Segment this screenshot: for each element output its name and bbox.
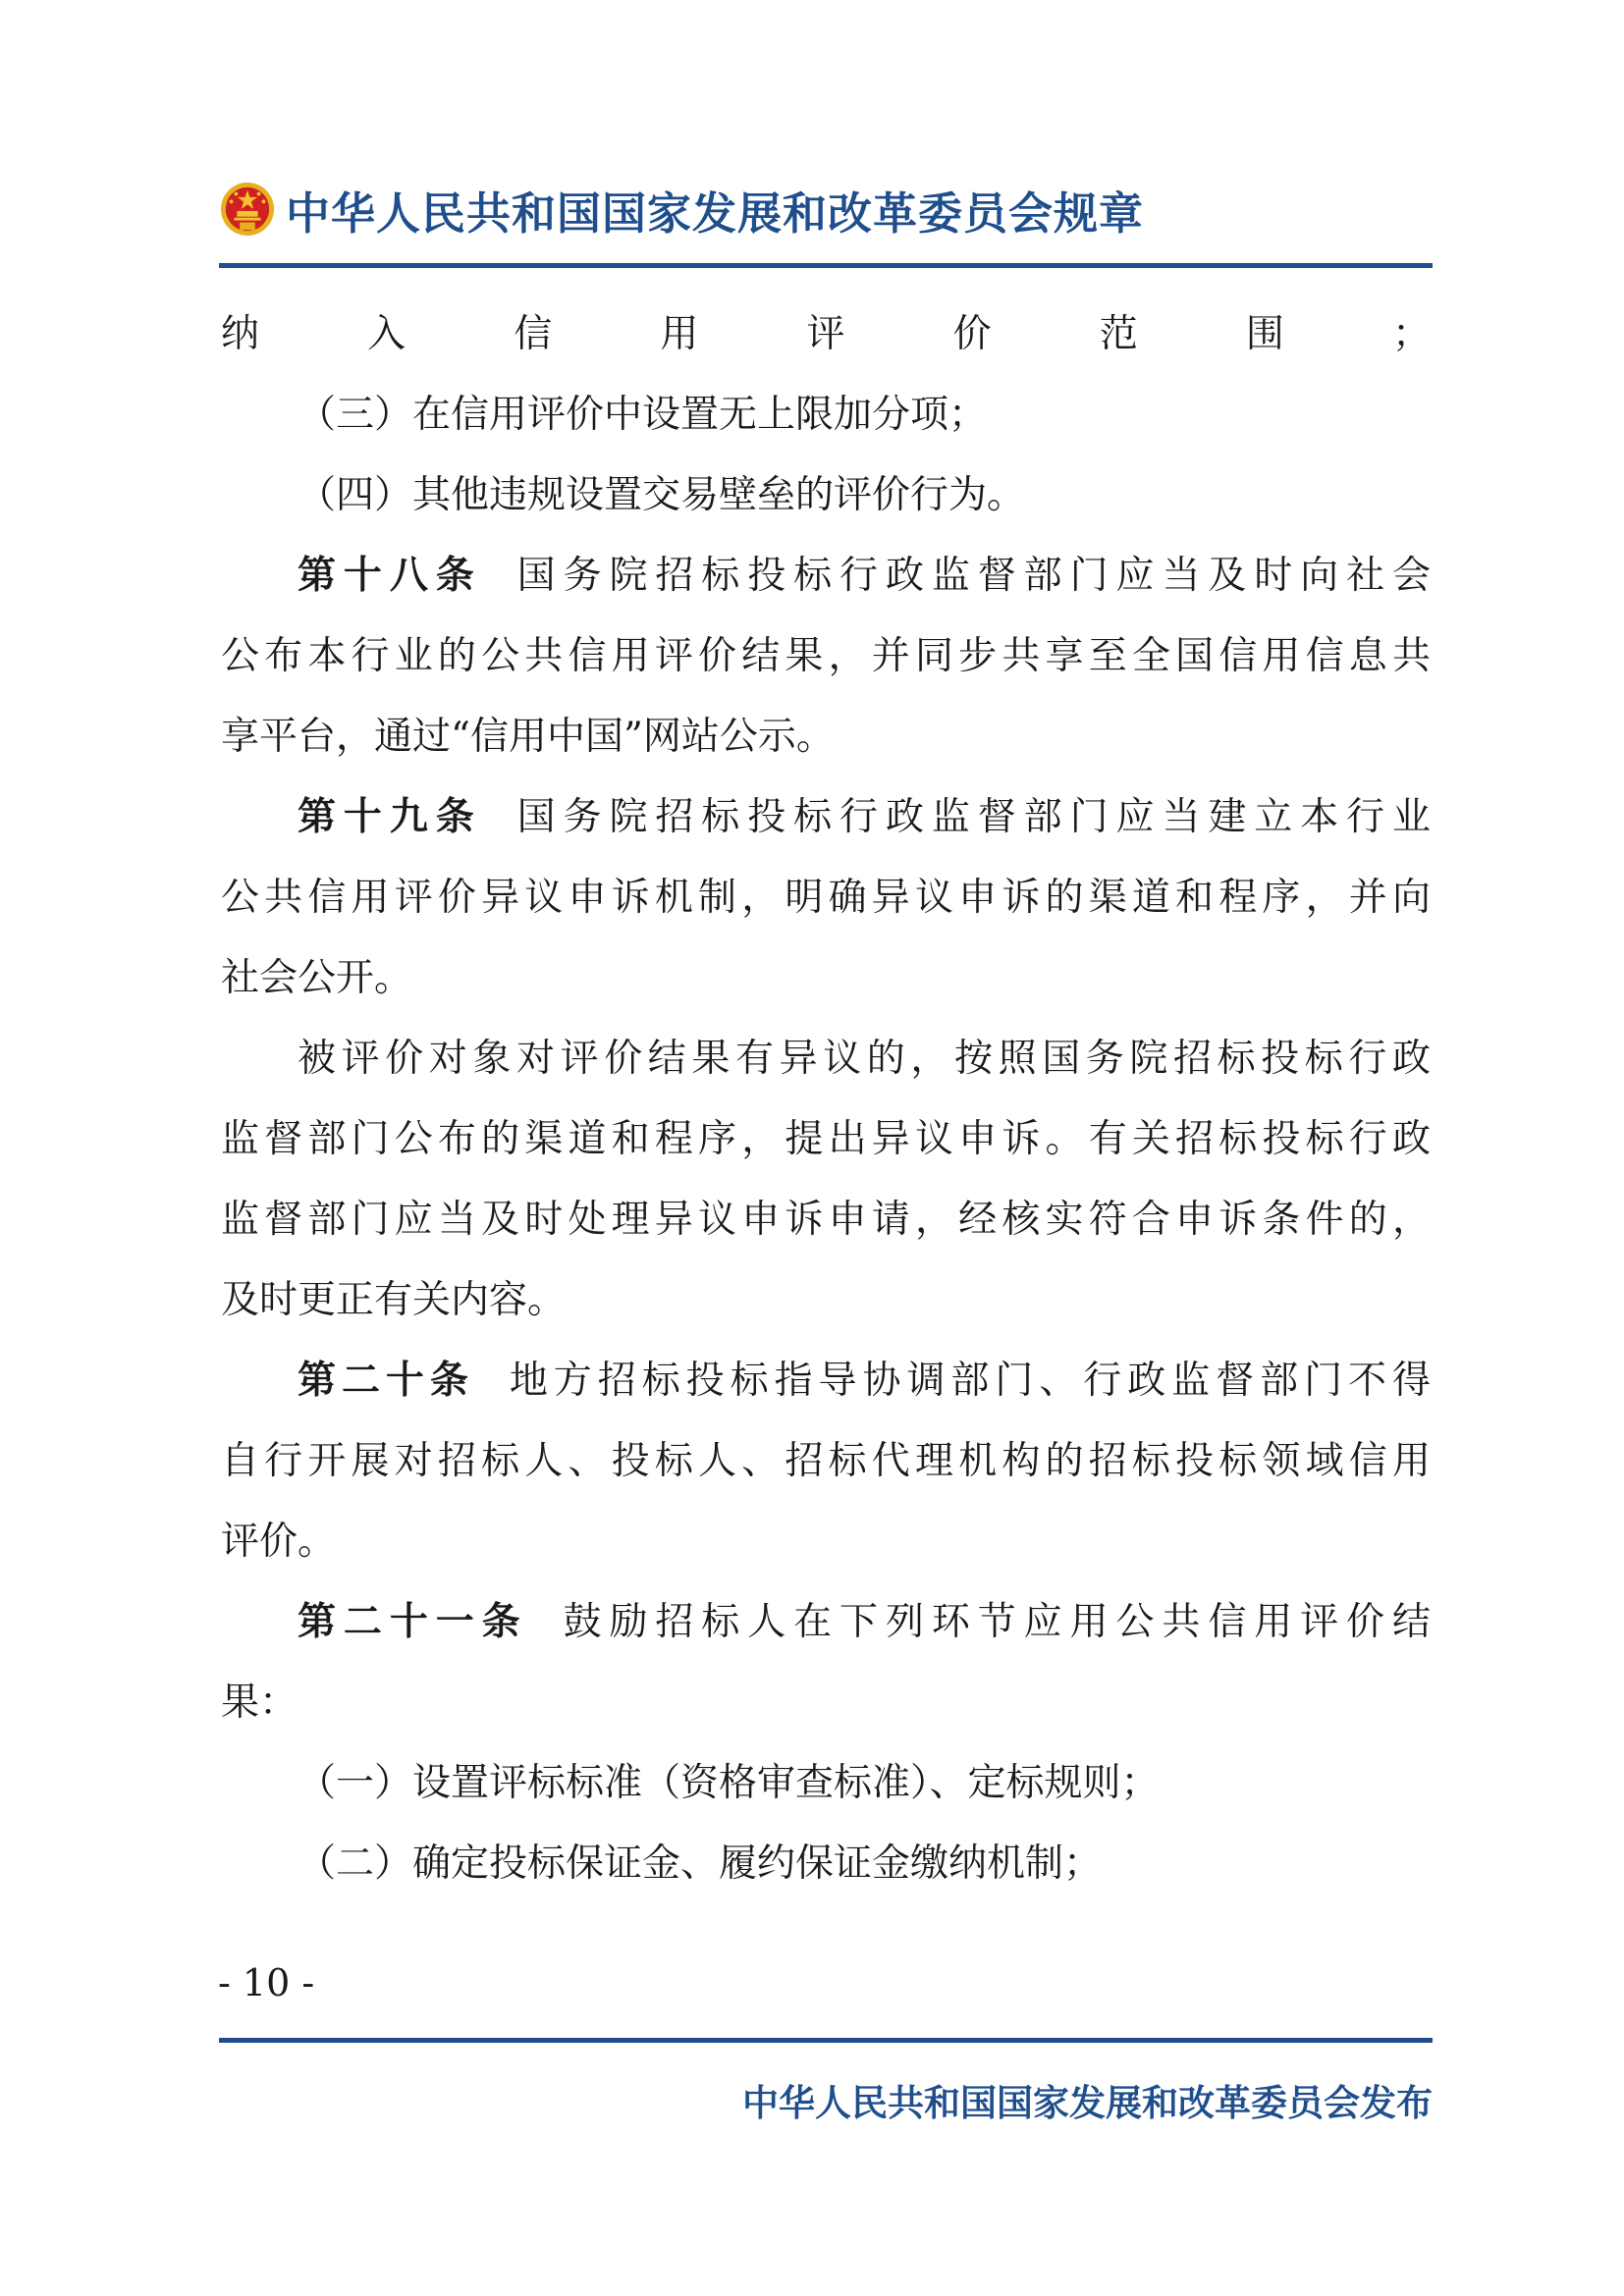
paragraph-line: 评价。 (221, 1520, 337, 1564)
paragraph-line: 监督部门应当及时处理异议申诉申请，经核实符合申诉条件的， (221, 1198, 1431, 1242)
article-number: 第十九条 (298, 795, 482, 839)
paragraph-line: 被评价对象对评价结果有异议的，按照国务院招标投标行政 (298, 1037, 1431, 1081)
page-title: 中华人民共和国国家发展和改革委员会规章 (286, 187, 1145, 240)
footer-divider (219, 2038, 1433, 2043)
document-body (221, 294, 1431, 1904)
article-number: 第二十条 (298, 1359, 474, 1403)
paragraph-line: （一）设置评标标准（资格审查标准）、定标规则； (298, 1761, 1160, 1805)
paragraph-line: 享平台，通过“信用中国”网站公示。 (221, 715, 835, 759)
article-number: 第二十一条 (298, 1600, 528, 1644)
paragraph-line: （二）确定投标保证金、履约保证金缴纳机制； (298, 1842, 1103, 1886)
paragraph-line: 社会公开。 (221, 956, 413, 1000)
header-divider (219, 263, 1433, 268)
paragraph-line: 纳入信用评价范围； (221, 312, 1431, 356)
paragraph-line: 果： (221, 1681, 298, 1725)
national-emblem-icon (219, 181, 276, 238)
paragraph-line: 及时更正有关内容。 (221, 1278, 567, 1322)
article-heading-line: 第十九条 国务院招标投标行政监督部门应当建立本行业 (298, 795, 1431, 839)
article-heading-line: 第二十条 地方招标投标指导协调部门、行政监督部门不得 (298, 1359, 1431, 1403)
page-number: - 10 - (218, 1961, 315, 2004)
article-heading-line: 第十八条 国务院招标投标行政监督部门应当及时向社会 (298, 554, 1431, 598)
paragraph-line: 监督部门公布的渠道和程序，提出异议申诉。有关招标投标行政 (221, 1117, 1431, 1161)
paragraph-line: 自行开展对招标人、投标人、招标代理机构的招标投标领域信用 (221, 1439, 1431, 1483)
page-header (219, 175, 1433, 243)
paragraph-line: 公共信用评价异议申诉机制，明确异议申诉的渠道和程序，并向 (221, 876, 1431, 920)
publisher-footer: 中华人民共和国国家发展和改革委员会发布 (742, 2082, 1433, 2124)
article-heading-line: 第二十一条 鼓励招标人在下列环节应用公共信用评价结 (298, 1600, 1431, 1644)
paragraph-line: （四）其他违规设置交易壁垒的评价行为。 (298, 473, 1026, 517)
article-number: 第十八条 (298, 554, 482, 598)
paragraph-line: （三）在信用评价中设置无上限加分项； (298, 393, 988, 437)
paragraph-line: 公布本行业的公共信用评价结果，并同步共享至全国信用信息共 (221, 634, 1431, 678)
